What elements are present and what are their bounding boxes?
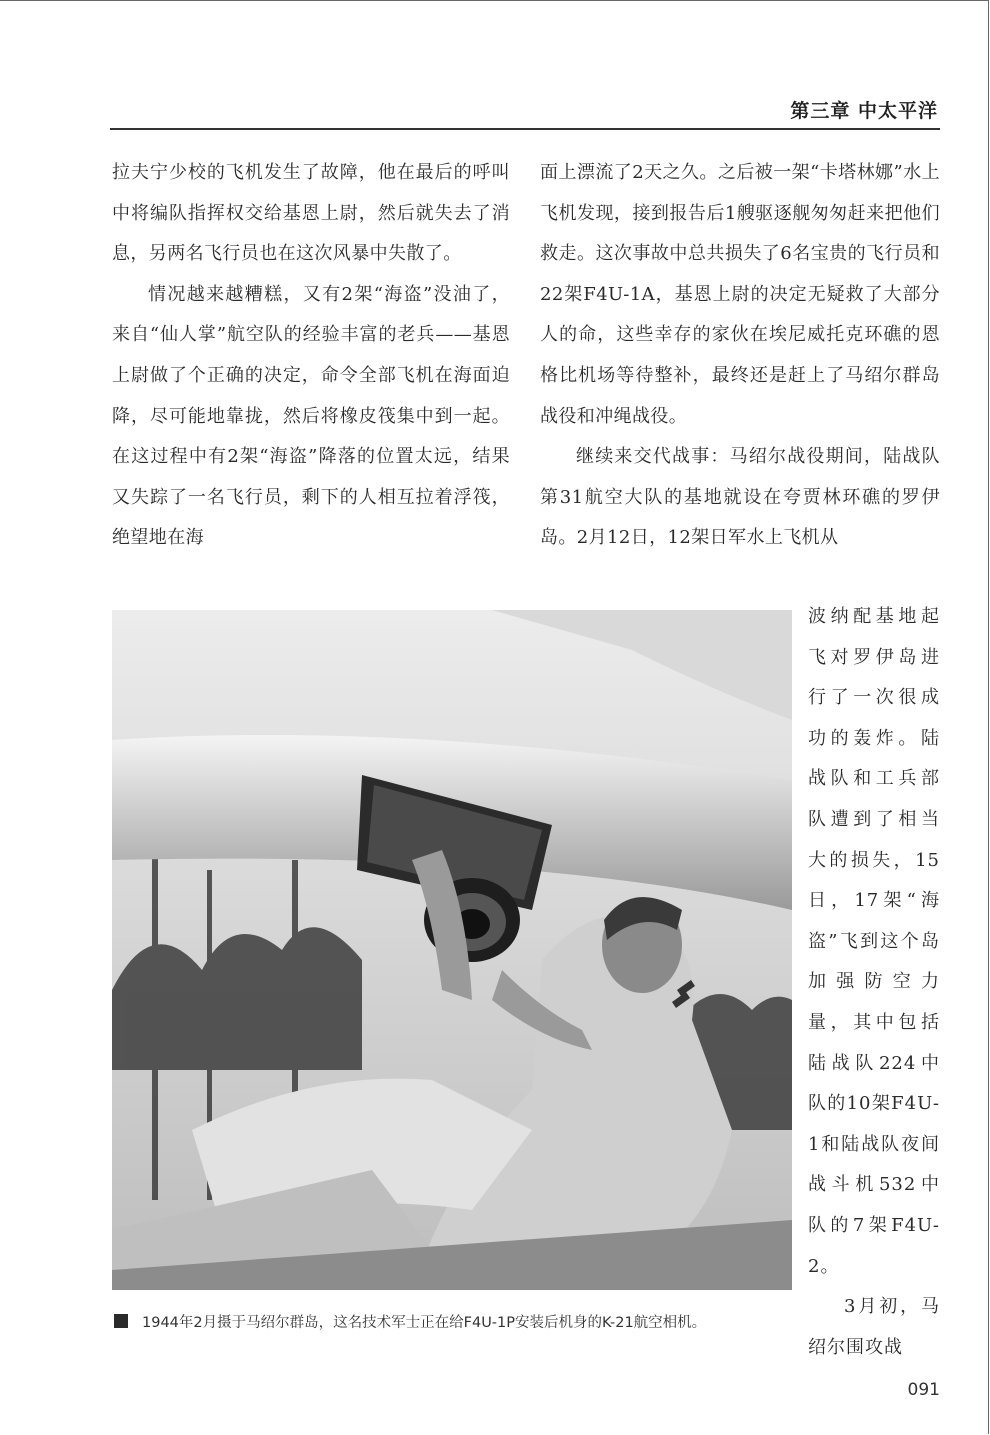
paragraph: 继续来交代战事：马绍尔战役期间，陆战队第31航空大队的基地就设在夸贾林环礁的罗伊岛。2月12日，12架日军水上飞机从 (540, 446, 940, 549)
narrow-text-column (808, 597, 940, 1368)
paragraph: 拉夫宁少校的飞机发生了故障，他在最后的呼叫中将编队指挥权交给基恩上尉，然后就失去了消息，另两名飞行员也在这次风暴中失散了。 (112, 162, 510, 265)
paragraph: 3月初，马绍尔围攻战 (808, 1296, 940, 1358)
figure-caption (114, 1310, 790, 1336)
photo-illustration (112, 610, 792, 1290)
chapter-header: 第三章 中太平洋 (790, 100, 938, 122)
right-text-column (540, 153, 940, 559)
paragraph: 情况越来越糟糕，又有2架“海盗”没油了，来自“仙人掌”航空队的经验丰富的老兵——基恩上尉做了个正确的决定，命令全部飞机在海面迫降，尽可能地靠拢，然后将橡皮筏集中到一起。在这过程中有2架“海盗”降落的位置太远，结果又失踪了一名飞行员，剩下的人相互拉着浮筏，绝望地在海 (112, 283, 510, 549)
page-number: 091 (907, 1380, 940, 1400)
photo-technician-camera (112, 610, 792, 1290)
caption-marker (114, 1314, 128, 1328)
left-text-column (112, 153, 510, 559)
header-rule (110, 128, 940, 130)
caption-text: 1944年2月摄于马绍尔群岛，这名技术军士正在给F4U-1P安装后机身的K-21航空相机。 (142, 1315, 707, 1331)
paragraph: 波纳配基地起飞对罗伊岛进行了一次很成功的轰炸。陆战队和工兵部队遭到了相当大的损失，15日，17架“海盗”飞到这个岛加强防空力量，其中包括陆战队224中队的10架F4U-1和陆战队夜间战斗机532中队的7架F4U-2。 (808, 606, 940, 1277)
paragraph: 面上漂流了2天之久。之后被一架“卡塔林娜”水上飞机发现，接到报告后1艘驱逐舰匆匆赶来把他们救走。这次事故中总共损失了6名宝贵的飞行员和22架F4U-1A，基恩上尉的决定无疑救了大部分人的命，这些幸存的家伙在埃尼威托克环礁的恩格比机场等待整补，最终还是赶上了马绍尔群岛战役和冲绳战役。 (540, 162, 940, 427)
